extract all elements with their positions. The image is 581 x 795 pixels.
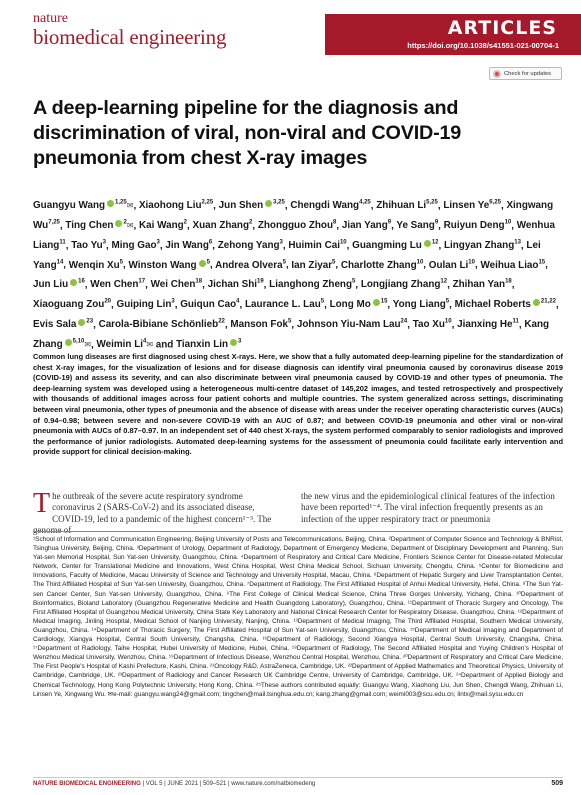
author[interactable] (33, 299, 111, 310)
author-name: Jin Wang (165, 239, 209, 251)
affiliation-number: 14 (56, 259, 64, 266)
author-name: Oulan Li (428, 259, 469, 271)
author-name: Lingyan Zhang (444, 239, 515, 251)
author[interactable] (65, 220, 133, 231)
author[interactable] (151, 279, 203, 290)
orcid-icon[interactable] (107, 200, 114, 207)
email-icon[interactable]: ✉ (84, 339, 92, 349)
author[interactable] (139, 200, 213, 211)
author[interactable] (361, 279, 447, 290)
article-type-banner (325, 14, 581, 55)
affiliation-number: 22 (218, 318, 225, 325)
journal-logo-line1: nature (33, 11, 68, 26)
author[interactable] (444, 240, 521, 251)
affiliation-number: 18 (195, 279, 203, 286)
affiliation-number: 3 (171, 298, 175, 305)
email-icon[interactable]: ✉ (146, 339, 154, 349)
author[interactable] (33, 200, 133, 211)
author[interactable] (192, 220, 252, 231)
affiliation-number: 5 (445, 298, 450, 305)
affiliation-number: 17 (138, 279, 146, 286)
affiliation-number: 4,25 (359, 200, 371, 206)
affiliation-number: 9 (434, 219, 439, 226)
affiliation-number: 3 (238, 338, 242, 345)
author-name: Longjiang Zhang (360, 279, 441, 291)
author-name: Zhihuan Li (376, 200, 427, 212)
affiliation-number: 5 (352, 279, 356, 286)
author-name: Xiaoguang Zou (33, 299, 105, 311)
author-name: Carola-Bibiane Schönlieb (98, 319, 219, 331)
author[interactable] (376, 200, 438, 211)
author-name: Wei Chen (150, 279, 196, 291)
author-name: Guiqun Cao (180, 299, 237, 311)
author-name: Long Mo (329, 299, 371, 311)
email-icon[interactable]: ✉ (126, 201, 134, 211)
orcid-icon[interactable] (115, 220, 122, 227)
affiliation-number: 18 (505, 279, 512, 286)
author[interactable] (396, 220, 438, 231)
article-type-label: ARTICLES (447, 17, 557, 39)
footer-journal: NATURE BIOMEDICAL ENGINEERING (33, 781, 141, 787)
author-list: Guangyu Wang $^{1,25}$✉, Xiaohong Liu$^{2,25}$, Jun Shen $^{3,25}$, Chengdi Wang$^{4,25}$, Zhihuan Li$^{5,25}$, Linsen Ye$^{6,25}$, Xingwang Wu$^{7,25}$, Ting Chen $^2$✉, Kai Wang$^2$, Xuan Zhang$^2$, Zhongguo Zhou$^8$, Jian Yang$^9$, Ye Sang$^9$, Ruiyun Deng$^{10}$, Wenhua Liang$^{11}$, Tao Yu$^3$, Ming Gao$^3$, Jin Wang$^6$, Zehong Yang$^3$, Huimin Cai$^{10}$, Guangming Lu $^{12}$, Lingyan Zhang$^{13}$, Lei Yang$^{14}$, Wenqin Xu$^5$, Winston Wang $^5$, Andrea Olvera$^5$, Ian Ziyar$^5$, Charlotte Zhang$^{10}$, Oulan Li$^{10}$, Weihua Liao$^{15}$, Jun Liu $^{16}$, Wen Chen$^{17}$, Wei Chen$^{18}$, Jichan Shi$^{19}$, Lianghong Zheng$^5$, Longjiang Zhang$^{12}$, Zhihan Yan$^{18}$, Xiaoguang Zou$^{20}$, Guiping Lin$^3$, Guiqun Cao$^4$, Laurance L. Lau$^5$, Long Mo $^{15}$, Yong Liang$^5$, Michael Roberts $^{21,22}$, Evis Sala $^{23}$, Carola-Bibiane Schönlieb$^{22}$, Manson Fok$^5$, Johnson Yiu-Nam Lau$^{24}$, Tao Xu$^{10}$, Jianxing He$^{11}$, Kang Zhang $^{5,10}$✉, Weimin Li$^4$✉ and Tianxin Lin $^3$ (33, 200, 559, 350)
author[interactable] (330, 299, 388, 310)
intro-column-1 (33, 488, 287, 536)
affiliation-number: 8 (332, 219, 337, 226)
affiliation-number: 10 (468, 259, 475, 266)
author[interactable] (218, 240, 283, 251)
affiliation-number: 7,25 (48, 219, 60, 226)
author[interactable] (208, 279, 264, 290)
author-name: Tao Yu (71, 239, 103, 251)
author[interactable] (97, 339, 154, 350)
author-name: Laurance L. Lau (245, 299, 321, 311)
orcid-icon[interactable] (533, 299, 540, 306)
affiliation-number: 2 (249, 219, 253, 226)
crossmark-icon (493, 70, 501, 78)
author-name: Huimin Cai (288, 239, 340, 251)
author[interactable] (455, 299, 556, 310)
page-number: 509 (551, 780, 563, 787)
author[interactable] (117, 299, 175, 310)
orcid-icon[interactable] (373, 299, 380, 306)
affiliation-number: 5 (332, 259, 336, 266)
affiliation-number: 3 (102, 239, 106, 246)
author[interactable] (128, 260, 209, 271)
author-name: Wenqin Xu (68, 259, 120, 271)
footer (33, 781, 315, 787)
author-name: Kai Wang (139, 220, 184, 232)
author[interactable] (429, 260, 475, 271)
intro-text-1: he outbreak of the severe acute respiratory syndrome coronavirus 2 (SARS-CoV-2) and its associated disease, COVID-19, led to a pandemic of the highest concern¹⁻³. The genome of (33, 491, 272, 535)
affiliation-number: 10 (416, 259, 424, 266)
author-name: Zhihan Yan (452, 279, 506, 291)
affiliations: ¹School of Information and Communication Engineering, Beijing University of Posts and Telecommunications, Beijing, China. ²Department of Computer Science and Technology & BNRist, Tsinghua University, Beijing, China. ³Department of Urology, Department of Radiology, Department of Emergency Medicine, Department of Disciplinary Development and Planning, Sun Yat-sen Memorial Hospital, Sun Yat-sen University, Guangzhou, China. ⁴Department of Respiratory and Critical Care Medicine, Frontiers Science Center for Disease-related Molecular Network, Center for Translational Medicine and Innovations, West China Hospital, West China Medical School, Sichuan University, Chengdu, China. ⁵Center for Biomedicine and Innovations, Faculty of Medicine, Macau University of Science and Technology and University Hospital, Macau, China. ⁶Department of Hepatic Surgery and Liver Transplantation Center, The Third Affiliated Hospital of Sun Yat-sen University, Guangzhou, China. ⁷Department of Radiology, The First Affiliated Hospital of Anhui Medical University, Hefei, China. ⁸The Sun Yat-sen Cancer Center, Sun Yat-sen University, Guangzhou, China. ⁹The First College of Clinical Medical Science, China Three Gorges University, Yichang, China. ¹⁰Department of Bioinformatics, Bioland Laboratory (Guangzhou Regenerative Medicine and Health Guangdong Laboratory), Guangzhou, China. ¹¹Department of Thoracic Surgery and Oncology, The First Affiliated Hospital of Guangzhou Medical University, China State Key Laboratory and National Clinical Research Center for Respiratory Disease, Guangzhou, China. ¹²Department of Medical Imaging, Jinling Hospital, Medical School of Nanjing University, Nanjing, China. ¹³Department of Medical Imaging, The Third Affiliated Hospital, Southern Medical University, Guangzhou, China. ¹⁴Department of Thoracic Surgery, The First Affiliated Hospital of Sun Yat-sen University, Guangzhou, China. ¹⁵Department of Medical Imaging and Department of Cardiology, Xiangya Hospital, Central South University, Changsha, China. ¹⁶Department of Radiology, Second Xiangya Hospital, Central South University, Changsha, China. ¹⁷Department of Radiology, Taihe Hospital, Hubei University of Medicine, Hubei, China. ¹⁸Department of Radiology, The Second Affiliated Hospital and Yuying Children's Hospital of Wenzhou Medical University, Wenzhou, China. ¹⁹Department of Infectious Disease, Wenzhou Central Hospital, Wenzhou, China. ²⁰Department of Respiratory and Critical Care Medicine, The First People's Hospital of Kashi Prefecture, Kashi, China. ²¹Oncology R&D, AstraZeneca, Cambridge, UK. ²²Department of Applied Mathematics and Theoretical Physics, University of Cambridge, Cambridge, UK. ²³Department of Radiology and Cancer Research UK Cambridge Centre, University of Cambridge, Cambridge, UK. ²⁴Department of Applied Biology and Chemical Technology, Hong Kong Polytechnic University, Hong Kong, China. ²⁵These authors contributed equally: Guangyu Wang, Xiaohong Liu, Jun Shen, Chengdi Wang, Zhihuan Li, Linsen Ye, Xingwang Wu. ✉e-mail: guangyu.wang24@gmail.com; tingchen@mail.tsinghua.edu.cn; kang.zhang@gmail.com; weimi003@scu.edu.cn; lintx@mail.sysu.edu.cn (33, 536, 563, 698)
author-name: Jianxing He (457, 319, 513, 331)
author[interactable] (230, 319, 291, 330)
author-name: Ruiyun Deng (443, 220, 505, 232)
author[interactable] (219, 200, 285, 211)
affiliation-number: 13 (514, 239, 521, 246)
author-name: Jun Liu (33, 279, 69, 291)
intro-column-2: the new virus and the epidemiological clinical features of the infection have been reported¹⁻⁴. The viral infection frequently presents as an infection of the upper respiratory tract or pneumonia (301, 491, 555, 524)
author[interactable] (480, 260, 545, 271)
affiliation-number: 5 (282, 259, 286, 266)
affiliation-number: 2 (183, 219, 187, 226)
affiliation-number: 3,25 (273, 200, 285, 206)
affiliation-number: 21,22 (540, 298, 556, 305)
author-name: Evis Sala (33, 319, 77, 331)
author-name: Zehong Yang (217, 239, 280, 251)
affiliation-number: 10 (504, 219, 512, 226)
author[interactable] (90, 279, 145, 290)
author-name: Michael Roberts (454, 299, 531, 311)
author[interactable] (457, 319, 519, 330)
drop-cap: T (33, 488, 51, 519)
author[interactable] (112, 240, 160, 251)
author[interactable] (341, 260, 423, 271)
orcid-icon[interactable] (424, 240, 431, 247)
affiliation-number: 9 (387, 219, 392, 226)
affiliation-number: 4 (236, 298, 240, 305)
author-name: Jian Yang (341, 220, 388, 232)
author-name: Guangyu Wang (33, 200, 106, 212)
journal-logo-line2: biomedical engineering (33, 25, 227, 49)
author-name: Winston Wang (128, 259, 197, 271)
author[interactable] (288, 240, 346, 251)
author[interactable] (393, 299, 449, 310)
author[interactable] (352, 240, 438, 251)
author-name: Yong Liang (392, 299, 446, 311)
author[interactable] (297, 319, 407, 330)
author[interactable] (291, 260, 335, 271)
orcid-icon[interactable] (78, 319, 85, 326)
affiliation-number: 2,25 (201, 200, 214, 206)
author-name: Weihua Liao (480, 259, 539, 271)
author[interactable] (215, 260, 286, 271)
author[interactable] (71, 240, 106, 251)
author[interactable] (165, 240, 212, 251)
article-title: A deep-learning pipeline for the diagnosis and discrimination of viral, non-viral and COVID-19 pneumonia from chest X-ray images (33, 97, 462, 169)
author[interactable] (139, 220, 187, 231)
author-name: Tianxin Lin (176, 338, 229, 350)
author-name: Ting Chen (65, 220, 114, 232)
email-icon[interactable]: ✉ (126, 221, 134, 231)
affiliation-number: 3 (279, 239, 283, 246)
abstract: Common lung diseases are first diagnosed using chest X-rays. Here, we show that a fully automated deep-learning pipeline for the standardization of chest X-ray images, for the visualization of lesions and for disease diagnosis can identify viral pneumonia caused by coronavirus disease 2019 (COVID-19) and assess its severity, and can also discriminate between viral pneumonia caused by COVID-19 and other types of pneumonia. The deep-learning system was developed using a heterogeneous multi-centre dataset of 145,202 images, and tested retrospectively and prospectively with thousands of additional images across four patient cohorts and multiple countries. The system generalized across settings, discriminating between viral pneumonia, other types of pneumonia and the absence of disease with areas under the receiver operating characteristic curves (AUCs) of 0.94–0.98; between severe and non-severe COVID-19 with an AUC of 0.87; and between COVID-19 pneumonia and other viral or non-viral pneumonia with AUCs of 0.87–0.97. In an independent set of 440 chest X-rays, the system performed comparably to senior radiologists and improved the performance of junior radiologists. Automated deep-learning systems for the assessment of pneumonia could facilitate early intervention and provide support for clinical decision-making. (33, 352, 563, 457)
author-name: Xingwang Wu (33, 200, 554, 232)
orcid-icon[interactable] (199, 260, 206, 267)
author[interactable] (258, 220, 336, 231)
author[interactable] (33, 319, 93, 330)
author[interactable] (443, 200, 501, 211)
author[interactable] (269, 279, 355, 290)
affiliation-number: 24 (400, 318, 408, 325)
affiliation-divider (33, 531, 563, 532)
author[interactable] (69, 260, 123, 271)
author-name: Kang Zhang (33, 319, 550, 350)
affiliation-number: 5 (287, 318, 292, 325)
author-name: Tao Xu (412, 319, 445, 331)
journal-logo (33, 12, 226, 48)
affiliation-number: 12 (440, 279, 448, 286)
author-name: Ian Ziyar (291, 259, 333, 271)
affiliation-number: 11 (59, 239, 66, 246)
author[interactable] (180, 299, 239, 310)
author-name: Ming Gao (111, 239, 157, 251)
affiliation-number: 15 (380, 298, 388, 305)
author-name: Wen Chen (90, 279, 139, 291)
affiliation-number: 19 (256, 279, 264, 286)
author-name: Weimin Li (96, 338, 143, 350)
author[interactable] (413, 319, 452, 330)
author-name: Jichan Shi (207, 279, 257, 291)
author-name: Ye Sang (396, 220, 435, 232)
author-name: Guiping Lin (116, 299, 172, 311)
affiliation-number: 4 (142, 338, 147, 345)
author[interactable] (342, 220, 391, 231)
orcid-icon[interactable] (65, 339, 72, 346)
affiliation-number: 12 (431, 239, 439, 246)
author-name: Lei Yang (33, 239, 541, 271)
author-name: Lianghong Zheng (269, 279, 352, 291)
author-name: Zhongguo Zhou (257, 220, 333, 232)
author-name: Xiaohong Liu (138, 200, 202, 212)
doi-link[interactable]: https://doi.org/10.1038/s41551-021-00704-1 (407, 41, 559, 50)
orcid-icon[interactable] (265, 200, 272, 207)
affiliation-number: 5 (320, 298, 325, 305)
author-name: Guangming Lu (352, 239, 422, 251)
affiliation-number: 23 (86, 318, 94, 325)
affiliation-number: 5 (119, 259, 123, 266)
author-name: Linsen Ye (443, 200, 490, 212)
affiliation-number: 1,25 (115, 200, 127, 206)
author-name: Johnson Yiu-Nam Lau (296, 319, 401, 331)
author[interactable] (99, 319, 225, 330)
author[interactable] (444, 220, 512, 231)
affiliation-number: 11 (512, 318, 519, 325)
affiliation-number: 3 (156, 239, 160, 246)
author[interactable] (290, 200, 370, 211)
affiliation-number: 2 (123, 219, 127, 226)
affiliation-number: 6,25 (489, 200, 501, 206)
author[interactable] (176, 339, 241, 350)
author-name: Xuan Zhang (192, 220, 249, 232)
affiliation-number: 5,25 (426, 200, 438, 206)
author[interactable] (245, 299, 324, 310)
footer-divider (33, 777, 563, 778)
check-for-updates-button[interactable] (489, 67, 562, 80)
affiliation-number: 16 (78, 279, 85, 286)
author[interactable] (453, 279, 512, 290)
affiliation-number: 6 (208, 239, 213, 246)
affiliation-number: 10 (444, 318, 452, 325)
footer-info: | VOL 5 | JUNE 2021 | 509–521 | www.nature.com/natbiomedeng (140, 781, 316, 787)
check-for-updates-label: Check for updates (504, 70, 552, 77)
author-name: Manson Fok (230, 319, 288, 331)
orcid-icon[interactable] (230, 339, 237, 346)
author-name: Andrea Olvera (215, 259, 283, 271)
author-name: Wenhua Liang (33, 220, 555, 251)
affiliation-number: 5,10 (72, 338, 85, 345)
author-name: Charlotte Zhang (340, 259, 417, 271)
affiliation-number: 10 (339, 239, 347, 246)
author-name: Chengdi Wang (290, 200, 360, 212)
affiliation-number: 20 (104, 298, 112, 305)
orcid-icon[interactable] (70, 279, 77, 286)
author[interactable] (33, 279, 85, 290)
author-name: Jun Shen (218, 200, 264, 212)
affiliation-number: 15 (538, 259, 546, 266)
affiliation-number: 5 (206, 259, 210, 266)
